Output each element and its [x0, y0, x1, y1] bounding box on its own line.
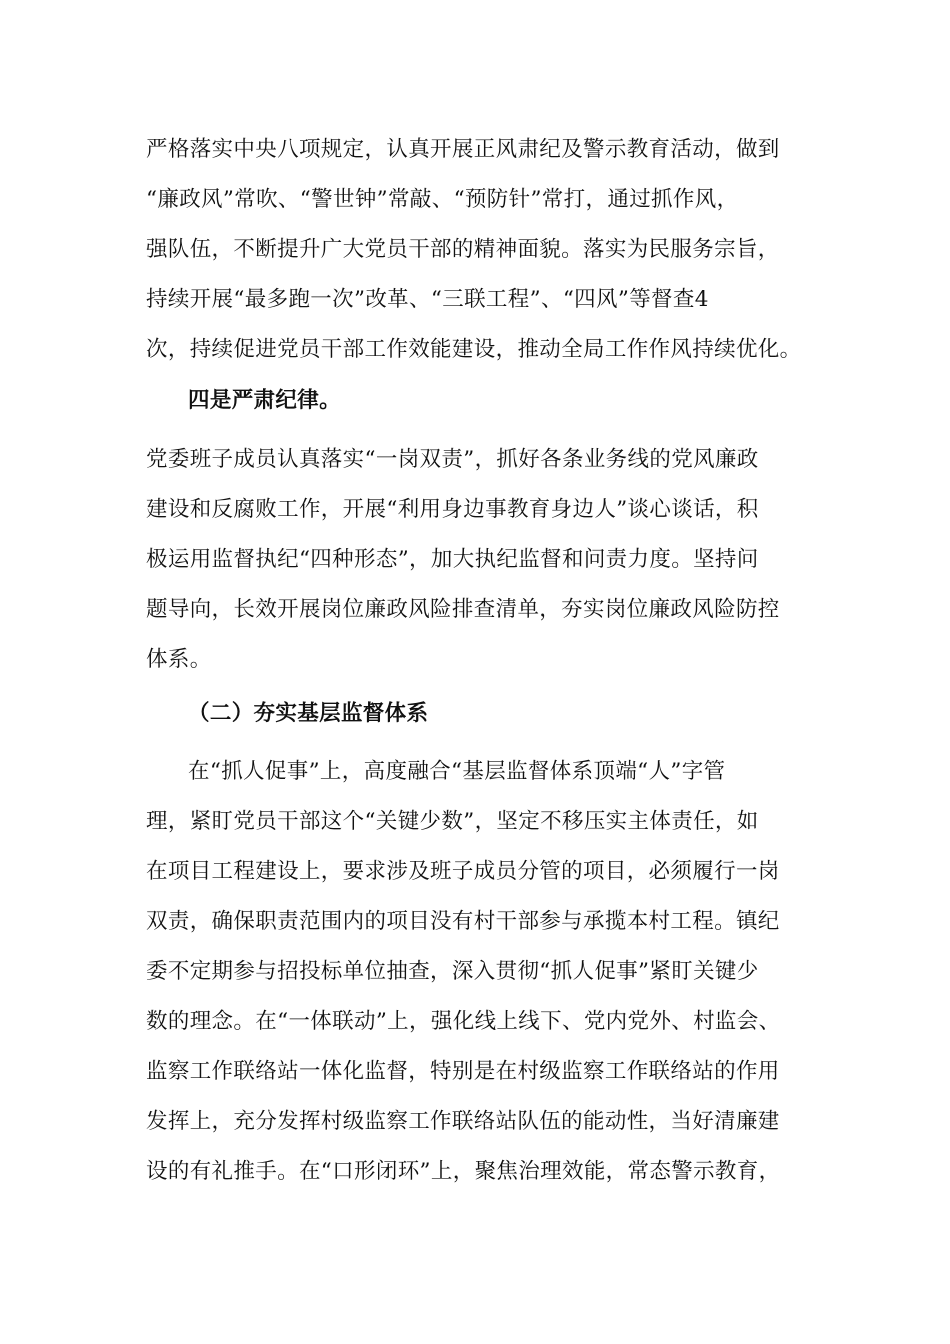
section-heading: （二）夯实基层监督体系 — [188, 701, 429, 726]
paragraph-line: 数的理念。在“一体联动”上，强化线上线下、党内党外、村监会、 — [146, 1009, 781, 1034]
paragraph-line: 理，紧盯党员干部这个“关键少数”，坚定不移压实主体责任，如 — [146, 809, 759, 834]
paragraph-line: 在“抓人促事”上，高度融合“基层监督体系顶端“人”字管 — [188, 759, 726, 784]
paragraph-line: 题导向，长效开展岗位廉政风险排查清单，夯实岗位廉政风险防控 — [146, 597, 780, 622]
paragraph-line: 在项目工程建设上，要求涉及班子成员分管的项目，必须履行一岗 — [146, 859, 780, 884]
paragraph-line: 监察工作联络站一体化监督，特别是在村级监察工作联络站的作用 — [146, 1059, 780, 1084]
paragraph-line: 严格落实中央八项规定，认真开展正风肃纪及警示教育活动，做到 — [146, 137, 780, 162]
paragraph-line: 次，持续促进党员干部工作效能建设，推动全局工作作风持续优化。 — [146, 337, 802, 362]
paragraph-line: 委不定期参与招投标单位抽查，深入贯彻“抓人促事”紧盯关键少 — [146, 959, 759, 984]
paragraph-line: 强队伍，不断提升广大党员干部的精神面貌。落实为民服务宗旨， — [146, 237, 780, 262]
paragraph-line: 党委班子成员认真落实“一岗双责”，抓好各条业务线的党风廉政 — [146, 447, 759, 472]
paragraph-line: 极运用监督执纪“四种形态”，加大执纪监督和问责力度。坚持问 — [146, 547, 759, 572]
paragraph-line: 发挥上，充分发挥村级监察工作联络站队伍的能动性，当好清廉建 — [146, 1109, 780, 1134]
subheading: 四是严肃纪律。 — [188, 388, 341, 413]
paragraph-line: 双责，确保职责范围内的项目没有村干部参与承揽本村工程。镇纪 — [146, 909, 780, 934]
paragraph-line: “廉政风”常吹、“警世钟”常敲、“预防针”常打，通过抓作风， — [146, 187, 739, 212]
paragraph-line: 建设和反腐败工作，开展“利用身边事教育身边人”谈心谈话，积 — [146, 497, 759, 522]
paragraph-line: 设的有礼推手。在“口形闭环”上，聚焦治理效能，常态警示教育， — [146, 1159, 781, 1184]
paragraph-line: 体系。 — [146, 647, 212, 672]
paragraph-line: 持续开展“最多跑一次”改革、“三联工程”、“四风”等督查4 — [146, 287, 709, 312]
